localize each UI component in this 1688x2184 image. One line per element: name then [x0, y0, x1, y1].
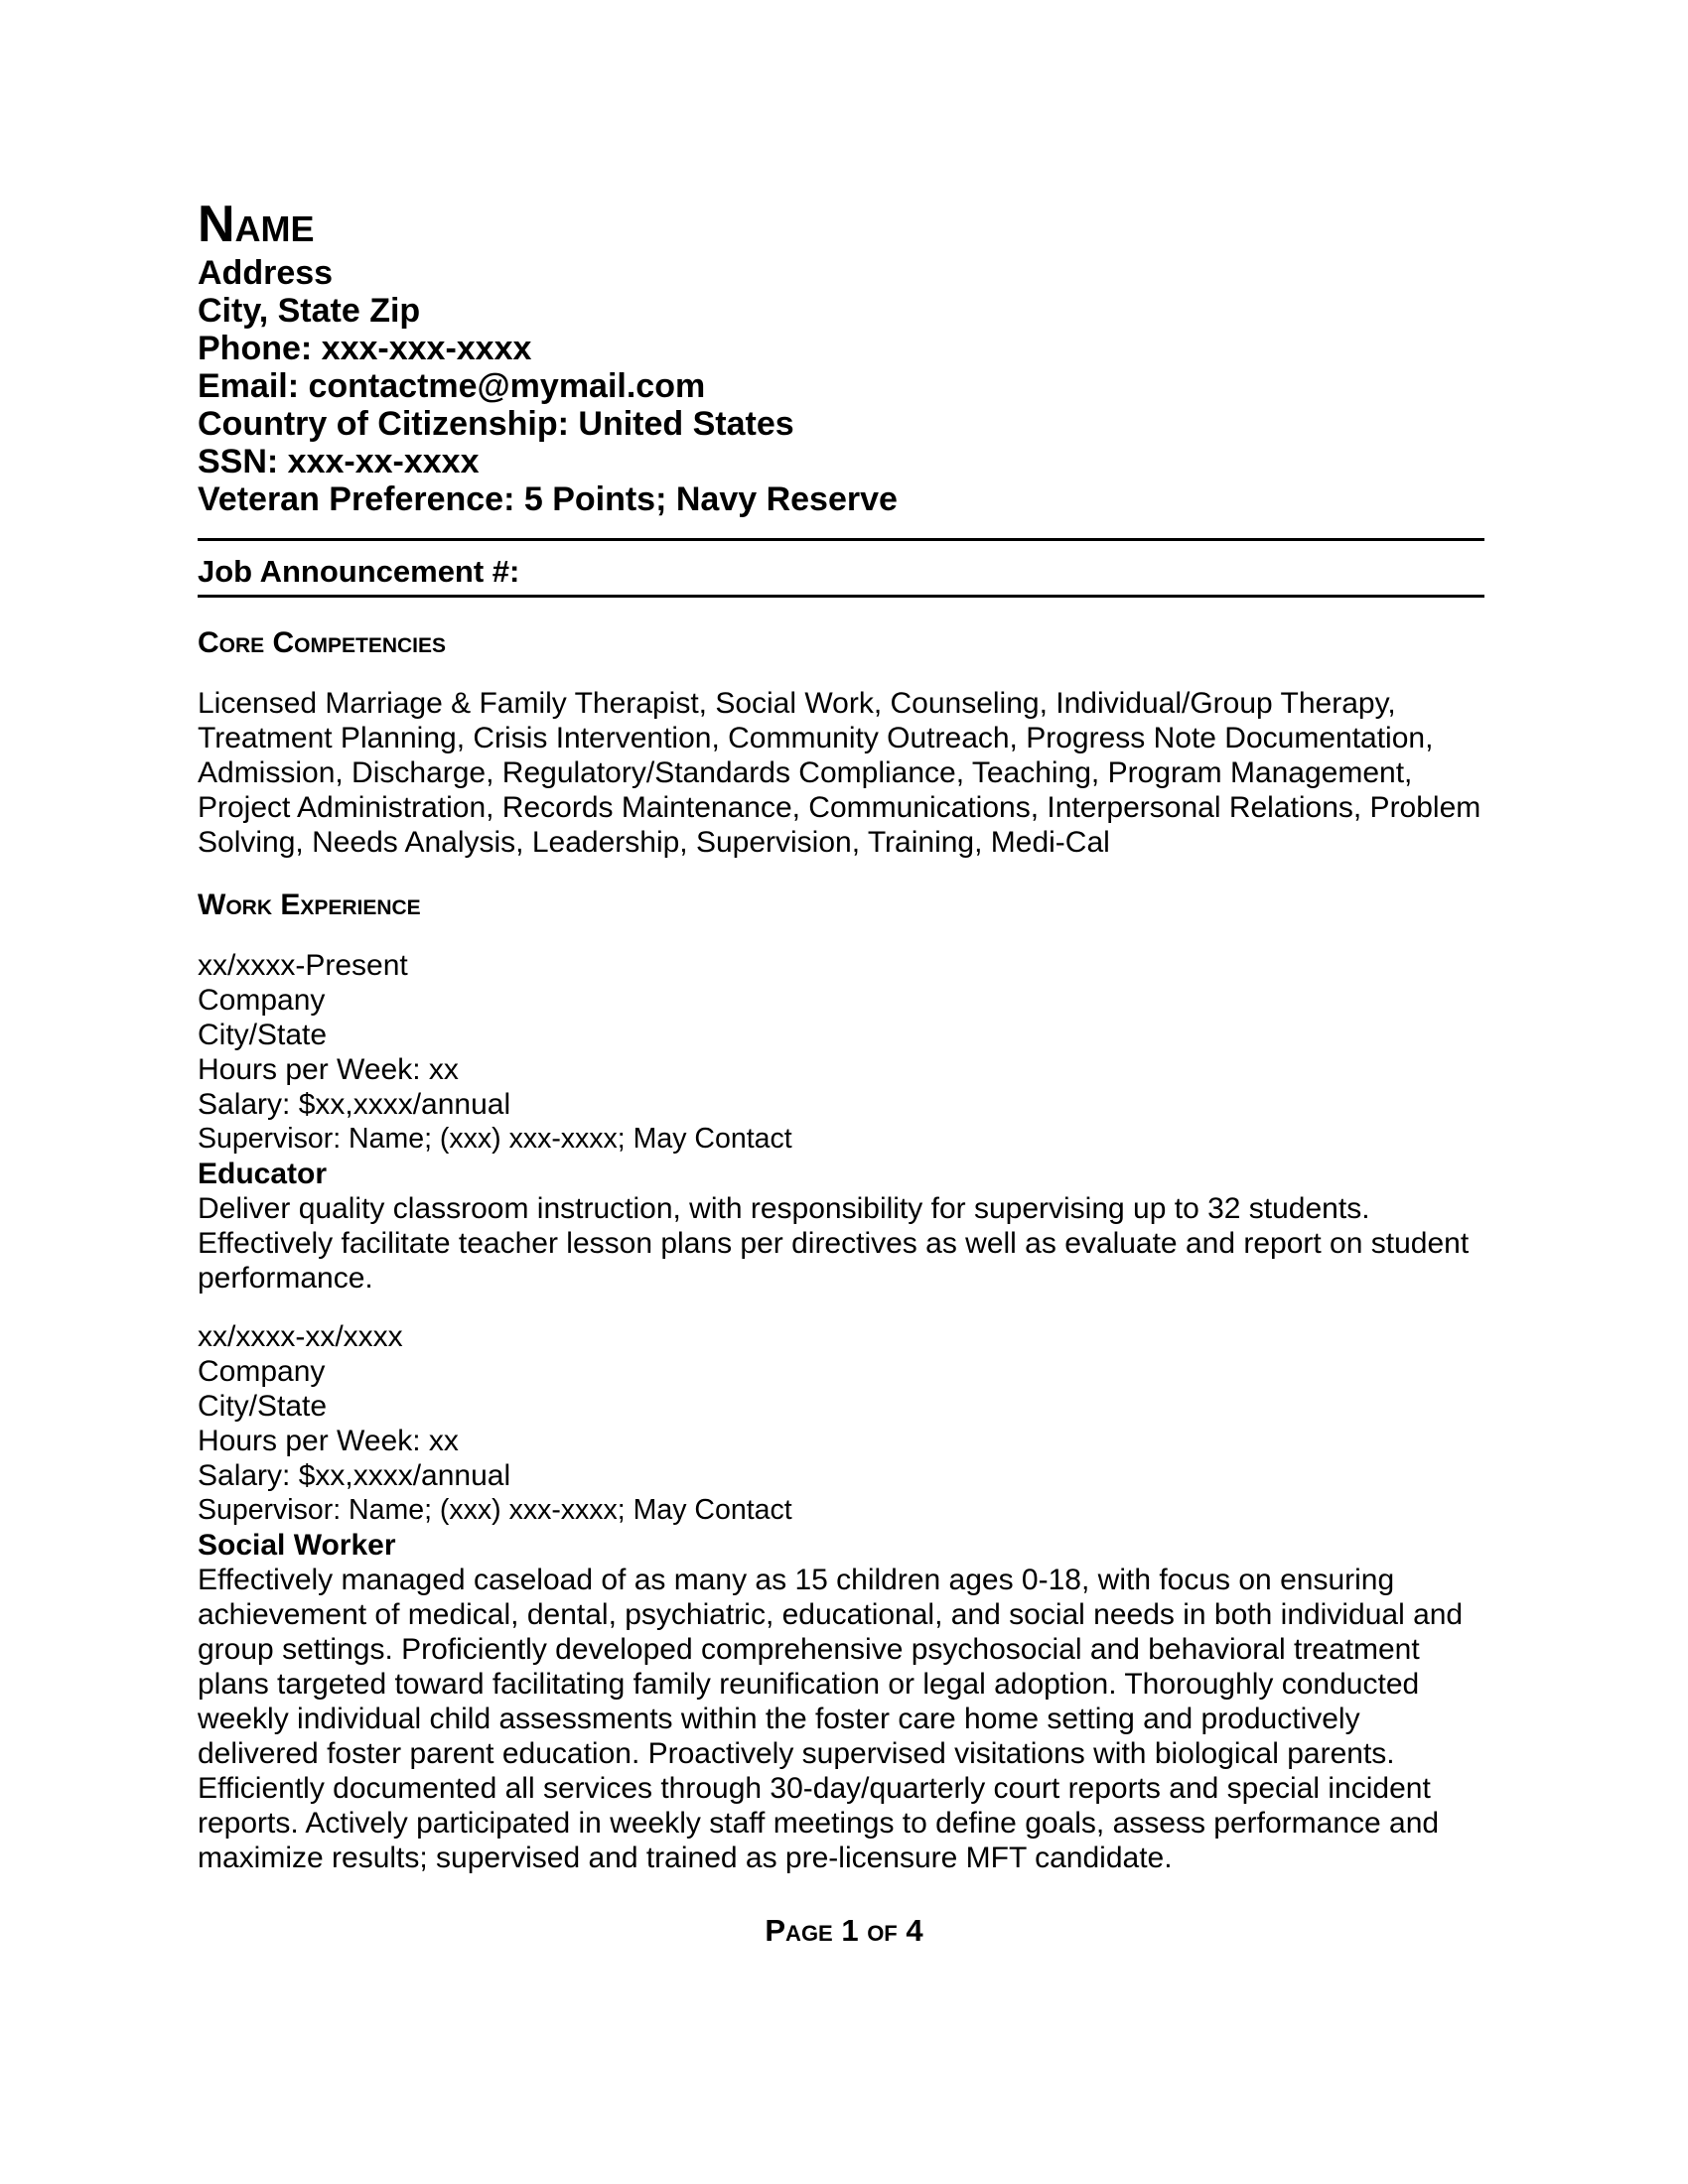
job-company: Company [198, 1355, 326, 1388]
job-dates: xx/xxxx-Present [198, 949, 408, 982]
core-competencies-text: Licensed Marriage & Family Therapist, Social Work, Counseling, Individual/Group Therapy, Treatment Planning, Crisis Intervention, Community Outreach, Progress Note Documentation, Admission, Discharge, Regulatory/Standards Compliance, Teaching, Program Management, Project Administration, Records Maintenance, Communications, Interpersonal Relations, Problem Solving, Needs Analysis, Leadership, Supervision, Training, Medi-Cal [198, 687, 1481, 859]
address-line: Address [198, 254, 334, 292]
job-description: Effectively managed caseload of as many as 15 children ages 0-18, with focus on ensuring achievement of medical, dental, psychiatric, educational, and social needs in both individual and group settings. Proficiently developed comprehensive psychosocial and behavioral treatment plans targeted toward facilitating family reunification or legal adoption. Thoroughly conducted weekly individual child assessments within the foster care home setting and productively delivered foster parent education. Proactively supervised visitations with biological parents. Efficiently documented all services through 30-day/quarterly court reports and special incident reports. Actively participated in weekly staff meetings to define goals, assess performance and maximize results; supervised and trained as pre-licensure MFT candidate. [198, 1564, 1464, 1874]
work-experience-heading: Work Experience [198, 888, 421, 921]
header-divider-bottom [198, 595, 1484, 598]
contact-header [198, 195, 1484, 518]
job-salary: Salary: $xx,xxxx/annual [198, 1088, 511, 1121]
job-dates: xx/xxxx-xx/xxxx [198, 1320, 403, 1353]
city-state-zip-line: City, State Zip [198, 292, 421, 330]
job-company: Company [198, 984, 326, 1017]
job-entry-educator [198, 948, 1484, 1296]
job-location: City/State [198, 1019, 328, 1051]
job-title: Social Worker [198, 1529, 396, 1562]
core-competencies-section [198, 625, 1484, 860]
job-supervisor: Supervisor: Name; (xxx) xxx-xxxx; May Contact [198, 1123, 792, 1155]
job-announcement-line: Job Announcement #: [198, 554, 520, 589]
job-location: City/State [198, 1390, 328, 1423]
job-entry-social-worker [198, 1319, 1484, 1875]
citizenship-line: Country of Citizenship: United States [198, 405, 794, 443]
job-hours: Hours per Week: xx [198, 1053, 459, 1086]
page-number-footer: Page 1 of 4 [765, 1913, 923, 1948]
work-experience-section [198, 887, 1484, 1875]
job-description: Deliver quality classroom instruction, with responsibility for supervising up to 32 students. Effectively facilitate teacher lesson plans per directives as well as evaluate and report on student performance. [198, 1192, 1470, 1295]
job-supervisor: Supervisor: Name; (xxx) xxx-xxxx; May Contact [198, 1494, 792, 1526]
job-title: Educator [198, 1158, 328, 1190]
veteran-preference-line: Veteran Preference: 5 Points; Navy Reserve [198, 480, 898, 518]
phone-line: Phone: xxx-xxx-xxxx [198, 330, 532, 367]
applicant-name: Name [198, 196, 315, 253]
job-salary: Salary: $xx,xxxx/annual [198, 1459, 511, 1492]
resume-content [198, 195, 1484, 1899]
email-line: Email: contactme@mymail.com [198, 367, 706, 405]
core-competencies-heading: Core Competencies [198, 626, 447, 659]
ssn-line: SSN: xxx-xx-xxxx [198, 443, 480, 480]
job-hours: Hours per Week: xx [198, 1425, 459, 1457]
